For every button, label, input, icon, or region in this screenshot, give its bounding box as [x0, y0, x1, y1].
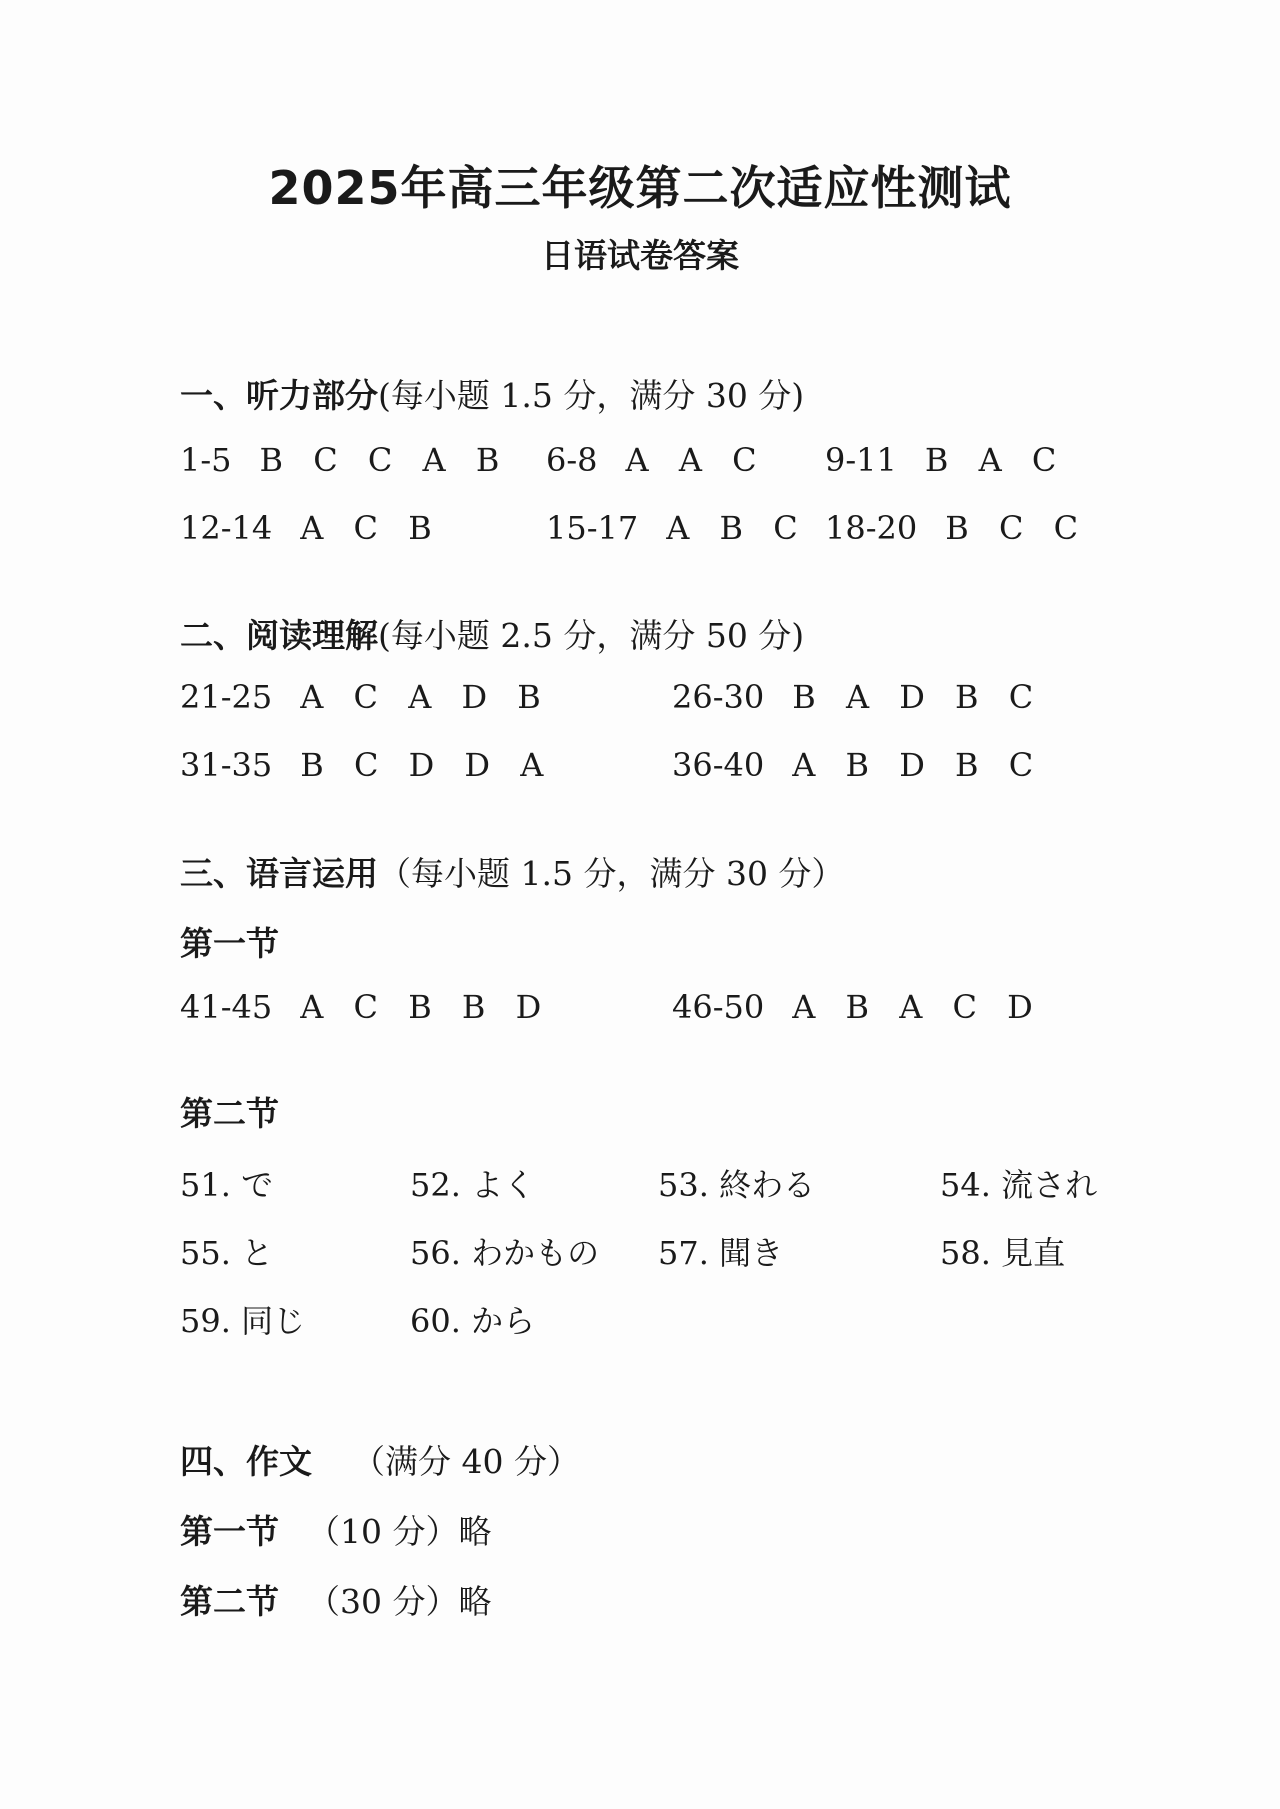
answer-group — [672, 988, 1043, 1026]
answer-letters: B C D D A — [300, 746, 554, 784]
answer-group — [180, 746, 553, 784]
part4-scoring: （满分 40 分） — [352, 1442, 580, 1481]
answer-letters: A C B — [300, 509, 442, 547]
part4-section1-title: 第一节 — [180, 1512, 279, 1551]
answer-group — [180, 509, 442, 547]
question-range: 9-11 — [825, 441, 897, 479]
page-subtitle: 日语试卷答案 — [541, 236, 739, 275]
answer-letters: B C C — [945, 509, 1089, 547]
part1-scoring: (每小题 1.5 分，满分 30 分) — [378, 376, 805, 415]
part1-title: 一、听力部分 — [180, 376, 378, 415]
answer-letters: A A C — [625, 441, 767, 479]
answer-letters: B A C — [924, 441, 1067, 479]
part4-title: 四、作文 — [180, 1442, 312, 1481]
answer-letters: A B D B C — [792, 746, 1044, 784]
part3-section2-row-2 — [0, 1228, 1280, 1272]
page-title: 2025年高三年级第二次适应性测试 — [268, 161, 1012, 215]
fill-answer: 59. 同じ — [180, 1302, 306, 1340]
fill-answer: 58. 見直 — [940, 1234, 1066, 1272]
part3-section1-row — [0, 988, 1280, 1032]
question-range: 46-50 — [672, 988, 765, 1026]
part3-heading — [180, 848, 844, 895]
part3-title: 三、语言运用 — [180, 854, 378, 893]
answer-group — [546, 509, 808, 547]
part4-section2 — [180, 1576, 491, 1623]
question-range: 1-5 — [180, 441, 232, 479]
answer-group — [672, 746, 1043, 784]
answer-group — [180, 441, 509, 479]
part3-section2-title: 第二节 — [180, 1094, 279, 1133]
part2-title: 二、阅读理解 — [180, 616, 378, 655]
part3-section1-title: 第一节 — [180, 924, 279, 963]
part4-section1-note: （10 分）略 — [307, 1512, 492, 1551]
part4-heading — [180, 1436, 580, 1483]
part2-row-1 — [0, 678, 1280, 722]
fill-answer: 56. わかもの — [410, 1234, 600, 1272]
fill-answer: 55. と — [180, 1234, 274, 1272]
question-range: 26-30 — [672, 678, 765, 716]
part1-heading — [180, 370, 804, 417]
question-range: 41-45 — [180, 988, 273, 1026]
fill-answer: 53. 終わる — [658, 1166, 816, 1204]
answer-group — [825, 441, 1066, 479]
fill-answer: 60. から — [410, 1302, 536, 1340]
question-range: 12-14 — [180, 509, 273, 547]
part4-section2-title: 第二节 — [180, 1582, 279, 1621]
answer-letters: A B A C D — [792, 988, 1043, 1026]
question-range: 6-8 — [546, 441, 598, 479]
answer-letters: A C A D B — [300, 678, 551, 716]
answer-group — [180, 678, 551, 716]
part3-section2-row-3 — [0, 1296, 1280, 1340]
answer-letters: A C B B D — [300, 988, 552, 1026]
fill-answer: 51. で — [180, 1166, 274, 1204]
part3-scoring: （每小题 1.5 分，满分 30 分） — [378, 854, 845, 893]
question-range: 21-25 — [180, 678, 273, 716]
answer-letters: B A D B C — [792, 678, 1044, 716]
part1-row-2 — [0, 509, 1280, 553]
answer-group — [672, 678, 1043, 716]
question-range: 31-35 — [180, 746, 273, 784]
fill-answer: 57. 聞き — [658, 1234, 784, 1272]
question-range: 15-17 — [546, 509, 639, 547]
fill-answer: 52. よく — [410, 1166, 536, 1204]
part4-section2-note: （30 分）略 — [307, 1582, 492, 1621]
part2-row-2 — [0, 746, 1280, 790]
answer-letters: B C C A B — [259, 441, 510, 479]
answer-group — [180, 988, 551, 1026]
part2-heading — [180, 610, 804, 657]
part1-row-1 — [0, 441, 1280, 485]
question-range: 36-40 — [672, 746, 765, 784]
part4-section1 — [180, 1506, 491, 1553]
part3-section2-row-1 — [0, 1160, 1280, 1204]
part2-scoring: (每小题 2.5 分，满分 50 分) — [378, 616, 805, 655]
answer-group — [825, 509, 1088, 547]
answer-group — [546, 441, 767, 479]
question-range: 18-20 — [825, 509, 918, 547]
answer-letters: A B C — [666, 509, 808, 547]
fill-answer: 54. 流され — [940, 1166, 1098, 1204]
